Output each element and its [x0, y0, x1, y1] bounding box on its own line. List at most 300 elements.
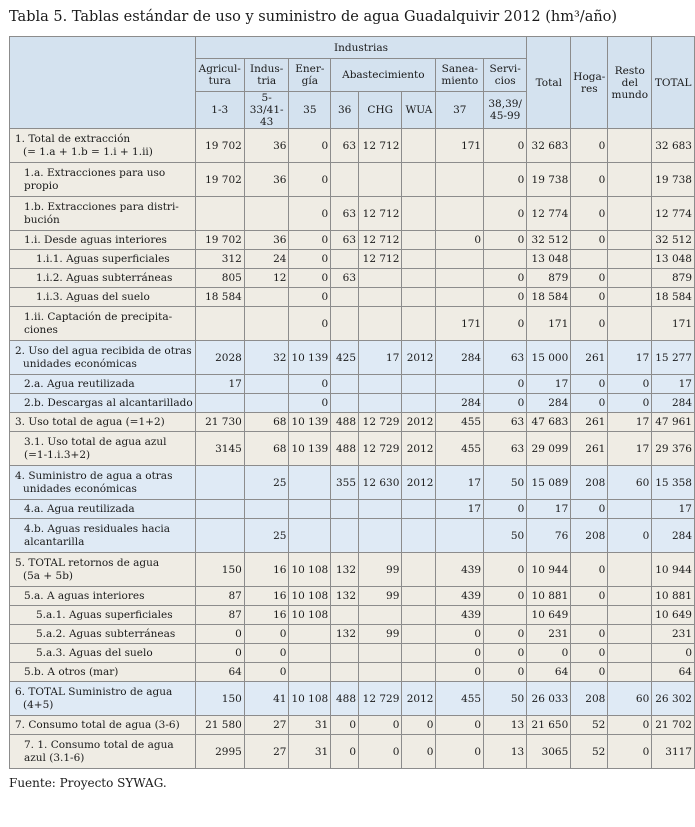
header-line: tura [208, 75, 231, 87]
cell-value: 60 [608, 682, 652, 716]
header-hogares-line: Hoga- [573, 70, 606, 83]
cell-value: 68 [244, 432, 289, 466]
cell-value: 17 [608, 341, 652, 375]
cell-value: 21 702 [652, 716, 695, 735]
cell-value: 0 [484, 500, 527, 519]
cell-value: 26 302 [652, 682, 695, 716]
row-label [10, 644, 196, 663]
cell-value [436, 250, 484, 269]
cell-value [244, 394, 289, 413]
row-label-line: (5a + 5b) [23, 569, 74, 582]
cell-value: 10 649 [527, 606, 571, 625]
row-label-line: 2.a. Agua reutilizada [24, 377, 135, 390]
cell-value: 50 [484, 682, 527, 716]
table-row [10, 466, 695, 500]
header-blank [10, 37, 196, 129]
cell-value [244, 307, 289, 341]
row-label [10, 519, 196, 553]
row-label [10, 375, 196, 394]
cell-value: 15 089 [527, 466, 571, 500]
cell-value: 64 [195, 663, 244, 682]
row-label [10, 197, 196, 231]
cell-value: 261 [571, 413, 608, 432]
header-line: Sanea- [441, 63, 478, 75]
cell-value: 0 [571, 553, 608, 587]
cell-value [571, 606, 608, 625]
header-hogares-line: res [580, 82, 598, 95]
row-label [10, 500, 196, 519]
cell-value [331, 500, 359, 519]
table-body [10, 129, 695, 769]
row-label-line: (=1-1.i.3+2) [24, 448, 91, 461]
cell-value [484, 250, 527, 269]
cell-value: 52 [571, 735, 608, 769]
cell-value: 13 [484, 716, 527, 735]
cell-value: 488 [331, 413, 359, 432]
cell-value: 17 [608, 413, 652, 432]
cell-value: 17 [652, 500, 695, 519]
cell-value: 0 [289, 129, 331, 163]
cell-value [289, 466, 331, 500]
cell-value [359, 500, 402, 519]
cell-value [195, 197, 244, 231]
cell-value [359, 288, 402, 307]
cell-value: 10 139 [289, 413, 331, 432]
row-label-line: azul (3.1-6) [24, 751, 85, 764]
row-label [10, 625, 196, 644]
cell-value [402, 606, 436, 625]
cell-value: 0 [571, 163, 608, 197]
row-label-line: 5. TOTAL retornos de agua [15, 557, 160, 569]
cell-value [289, 500, 331, 519]
cell-value: 64 [652, 663, 695, 682]
table-row [10, 341, 695, 375]
cell-value: 488 [331, 682, 359, 716]
cell-value: 24 [244, 250, 289, 269]
cell-value: 19 738 [527, 163, 571, 197]
cell-value: 32 683 [527, 129, 571, 163]
table-row [10, 197, 695, 231]
cell-value: 0 [571, 587, 608, 606]
header-total: Total [527, 37, 571, 129]
cell-value: 3145 [195, 432, 244, 466]
cell-value [608, 625, 652, 644]
row-label-line: 6. TOTAL Suministro de agua [15, 686, 173, 698]
cell-value: 63 [331, 129, 359, 163]
cell-value: 0 [436, 716, 484, 735]
cell-value: 29 099 [527, 432, 571, 466]
cell-value [359, 307, 402, 341]
table-row [10, 163, 695, 197]
cell-value: 32 [244, 341, 289, 375]
cell-value [359, 519, 402, 553]
cell-value: 0 [195, 625, 244, 644]
cell-value [195, 519, 244, 553]
cell-value: 36 [244, 129, 289, 163]
cell-value: 0 [289, 197, 331, 231]
row-label-line: 1.i.3. Aguas del suelo [36, 290, 150, 303]
header-grand-total: TOTAL [652, 37, 695, 129]
row-label-line: 5.a.2. Aguas subterráneas [36, 627, 176, 640]
cell-value: 132 [331, 587, 359, 606]
cell-value [244, 288, 289, 307]
cell-value: 0 [195, 644, 244, 663]
cell-value: 879 [652, 269, 695, 288]
cell-value: 0 [652, 644, 695, 663]
cell-value: 0 [484, 644, 527, 663]
header-line: miento [441, 75, 479, 87]
cell-value: 16 [244, 587, 289, 606]
row-label [10, 716, 196, 735]
row-label [10, 269, 196, 288]
cell-value [436, 519, 484, 553]
cell-value [402, 553, 436, 587]
cell-value: 0 [608, 375, 652, 394]
cell-value [289, 519, 331, 553]
cell-value: 10 108 [289, 587, 331, 606]
cell-value [359, 644, 402, 663]
cell-value: 87 [195, 606, 244, 625]
header-code-line: 45-99 [490, 110, 521, 122]
cell-value: 21 730 [195, 413, 244, 432]
cell-value [608, 606, 652, 625]
cell-value: 0 [436, 625, 484, 644]
cell-value [402, 129, 436, 163]
row-label-line: propio [24, 179, 59, 192]
row-label [10, 341, 196, 375]
cell-value: 36 [244, 163, 289, 197]
cell-value [402, 519, 436, 553]
cell-value: 0 [289, 163, 331, 197]
cell-value: 439 [436, 606, 484, 625]
cell-value [436, 163, 484, 197]
cell-value [402, 663, 436, 682]
cell-value: 0 [571, 500, 608, 519]
cell-value [289, 663, 331, 682]
cell-value: 12 630 [359, 466, 402, 500]
cell-value: 0 [571, 288, 608, 307]
cell-value: 2995 [195, 735, 244, 769]
cell-value: 18 584 [527, 288, 571, 307]
cell-value: 19 738 [652, 163, 695, 197]
cell-value: 2012 [402, 466, 436, 500]
header-code [244, 92, 289, 129]
cell-value [402, 394, 436, 413]
cell-value: 2028 [195, 341, 244, 375]
cell-value: 0 [571, 663, 608, 682]
cell-value [331, 606, 359, 625]
cell-value: 0 [331, 735, 359, 769]
cell-value: 0 [484, 553, 527, 587]
cell-value: 0 [484, 663, 527, 682]
cell-value [436, 197, 484, 231]
cell-value: 455 [436, 682, 484, 716]
cell-value: 99 [359, 553, 402, 587]
cell-value [359, 663, 402, 682]
cell-value: 12 712 [359, 197, 402, 231]
header-resto-mundo [608, 37, 652, 129]
cell-value: 12 712 [359, 250, 402, 269]
header-line: Ener- [295, 63, 325, 75]
cell-value: 0 [484, 163, 527, 197]
cell-value: 879 [527, 269, 571, 288]
cell-value: 0 [571, 375, 608, 394]
table-row [10, 735, 695, 769]
cell-value [195, 500, 244, 519]
cell-value: 150 [195, 682, 244, 716]
cell-value: 50 [484, 466, 527, 500]
cell-value [331, 163, 359, 197]
cell-value: 63 [484, 432, 527, 466]
header-code-line: 43 [259, 116, 274, 128]
cell-value: 0 [289, 288, 331, 307]
cell-value: 171 [436, 129, 484, 163]
header-code: 37 [436, 92, 484, 129]
cell-value: 0 [436, 663, 484, 682]
table-row [10, 519, 695, 553]
cell-value [244, 375, 289, 394]
header-code: CHG [359, 92, 402, 129]
cell-value: 0 [527, 644, 571, 663]
cell-value [608, 197, 652, 231]
cell-value: 63 [484, 341, 527, 375]
cell-value: 36 [244, 231, 289, 250]
cell-value [484, 606, 527, 625]
cell-value: 13 [484, 735, 527, 769]
row-label-line: 1. Total de extracción [15, 133, 131, 145]
table-row [10, 716, 695, 735]
header-line: gía [301, 75, 318, 87]
table-row [10, 587, 695, 606]
cell-value: 284 [527, 394, 571, 413]
cell-value: 60 [608, 466, 652, 500]
row-label [10, 735, 196, 769]
header-code: 36 [331, 92, 359, 129]
table-row [10, 231, 695, 250]
cell-value: 17 [195, 375, 244, 394]
cell-value: 31 [289, 735, 331, 769]
cell-value [331, 250, 359, 269]
row-label-line: (= 1.a + 1.b = 1.i + 1.ii) [23, 145, 153, 158]
row-label-line: 5.a.3. Aguas del suelo [36, 646, 153, 659]
cell-value: 63 [331, 197, 359, 231]
header-hogares [571, 37, 608, 129]
header-abastecimiento: Abastecimiento [331, 59, 436, 92]
row-label-line: 5.a.1. Aguas superficiales [36, 608, 173, 621]
cell-value: 12 729 [359, 432, 402, 466]
cell-value [402, 307, 436, 341]
cell-value: 284 [652, 394, 695, 413]
cell-value: 0 [331, 716, 359, 735]
cell-value: 76 [527, 519, 571, 553]
row-label [10, 394, 196, 413]
row-label [10, 163, 196, 197]
cell-value [331, 288, 359, 307]
cell-value [608, 553, 652, 587]
header-resto-line: mundo [611, 88, 649, 101]
cell-value: 0 [484, 625, 527, 644]
header-servicios [484, 59, 527, 92]
row-label-line: 2.b. Descargas al alcantarillado [24, 396, 193, 409]
cell-value: 17 [436, 466, 484, 500]
cell-value: 0 [484, 394, 527, 413]
row-label-line: 4.b. Aguas residuales hacia [24, 523, 171, 535]
row-label [10, 587, 196, 606]
row-label [10, 682, 196, 716]
cell-value [195, 394, 244, 413]
header-code: WUA [402, 92, 436, 129]
cell-value: 87 [195, 587, 244, 606]
cell-value [359, 269, 402, 288]
cell-value: 0 [289, 375, 331, 394]
table-row [10, 413, 695, 432]
cell-value: 99 [359, 625, 402, 644]
cell-value: 10 649 [652, 606, 695, 625]
cell-value [331, 663, 359, 682]
row-label-line: 2. Uso del agua recibida de otras [15, 345, 192, 357]
row-label-line: 1.b. Extracciones para distri- [24, 201, 179, 213]
row-label-line: 1.a. Extracciones para uso [24, 167, 166, 179]
cell-value: 0 [571, 269, 608, 288]
row-label [10, 307, 196, 341]
cell-value: 68 [244, 413, 289, 432]
cell-value: 284 [436, 394, 484, 413]
cell-value [402, 231, 436, 250]
row-label-line: 7. Consumo total de agua (3-6) [15, 718, 180, 731]
row-label-line: 7. 1. Consumo total de agua [24, 739, 174, 751]
cell-value [402, 375, 436, 394]
cell-value: 63 [331, 269, 359, 288]
cell-value: 13 048 [527, 250, 571, 269]
row-label-line: ciones [24, 323, 58, 336]
row-label [10, 231, 196, 250]
row-label [10, 129, 196, 163]
header-code [484, 92, 527, 129]
cell-value [331, 394, 359, 413]
cell-value: 10 108 [289, 606, 331, 625]
row-label-line: 3. Uso total de agua (=1+2) [15, 415, 165, 428]
row-label [10, 432, 196, 466]
cell-value [608, 288, 652, 307]
cell-value [608, 500, 652, 519]
cell-value: 150 [195, 553, 244, 587]
cell-value: 27 [244, 716, 289, 735]
row-label-line: 4. Suministro de agua a otras [15, 470, 173, 482]
row-label-line: 3.1. Uso total de agua azul [24, 436, 167, 448]
cell-value: 0 [484, 129, 527, 163]
row-label-line: 5.a. A aguas interiores [24, 589, 145, 602]
header-line: tria [257, 75, 277, 87]
cell-value: 19 702 [195, 129, 244, 163]
table-row [10, 432, 695, 466]
cell-value: 805 [195, 269, 244, 288]
cell-value: 13 048 [652, 250, 695, 269]
table-row [10, 129, 695, 163]
cell-value: 0 [402, 735, 436, 769]
cell-value: 18 584 [195, 288, 244, 307]
cell-value: 32 512 [652, 231, 695, 250]
cell-value: 31 [289, 716, 331, 735]
cell-value [402, 163, 436, 197]
cell-value: 10 944 [652, 553, 695, 587]
cell-value: 12 774 [527, 197, 571, 231]
cell-value [402, 587, 436, 606]
cell-value: 0 [359, 735, 402, 769]
cell-value: 0 [484, 197, 527, 231]
table-row [10, 250, 695, 269]
cell-value: 2012 [402, 413, 436, 432]
cell-value: 284 [652, 519, 695, 553]
cell-value: 132 [331, 553, 359, 587]
cell-value: 41 [244, 682, 289, 716]
cell-value: 171 [652, 307, 695, 341]
cell-value: 10 881 [652, 587, 695, 606]
cell-value: 10 881 [527, 587, 571, 606]
cell-value [436, 269, 484, 288]
cell-value: 0 [289, 269, 331, 288]
cell-value: 10 139 [289, 432, 331, 466]
cell-value: 0 [402, 716, 436, 735]
cell-value: 0 [484, 307, 527, 341]
table-row [10, 682, 695, 716]
cell-value: 12 712 [359, 129, 402, 163]
cell-value: 17 [608, 432, 652, 466]
cell-value [331, 307, 359, 341]
cell-value: 15 277 [652, 341, 695, 375]
cell-value: 19 702 [195, 231, 244, 250]
cell-value: 0 [571, 625, 608, 644]
cell-value: 63 [331, 231, 359, 250]
cell-value: 132 [331, 625, 359, 644]
cell-value: 17 [436, 500, 484, 519]
cell-value: 2012 [402, 682, 436, 716]
table-title: Tabla 5. Tablas estándar de uso y suministro de agua Guadalquivir 2012 (hm³/año) [9, 9, 618, 25]
cell-value: 0 [608, 735, 652, 769]
cell-value [608, 307, 652, 341]
cell-value: 52 [571, 716, 608, 735]
cell-value: 261 [571, 432, 608, 466]
cell-value: 26 033 [527, 682, 571, 716]
cell-value: 0 [484, 269, 527, 288]
cell-value [402, 250, 436, 269]
cell-value: 21 650 [527, 716, 571, 735]
cell-value [608, 129, 652, 163]
cell-value: 0 [436, 231, 484, 250]
cell-value [402, 269, 436, 288]
header-resto-line: Resto [614, 64, 645, 77]
cell-value: 17 [527, 500, 571, 519]
cell-value: 10 108 [289, 553, 331, 587]
header-code: 1-3 [195, 92, 244, 129]
cell-value: 99 [359, 587, 402, 606]
cell-value: 19 702 [195, 163, 244, 197]
source-note: Fuente: Proyecto SYWAG. [9, 776, 167, 790]
cell-value: 0 [244, 663, 289, 682]
cell-value [331, 644, 359, 663]
cell-value [289, 644, 331, 663]
cell-value [402, 625, 436, 644]
cell-value [608, 269, 652, 288]
cell-value: 284 [436, 341, 484, 375]
cell-value: 64 [527, 663, 571, 682]
cell-value: 12 [244, 269, 289, 288]
cell-value: 208 [571, 519, 608, 553]
cell-value [331, 375, 359, 394]
row-label [10, 250, 196, 269]
cell-value: 355 [331, 466, 359, 500]
row-label [10, 663, 196, 682]
cell-value: 0 [436, 735, 484, 769]
